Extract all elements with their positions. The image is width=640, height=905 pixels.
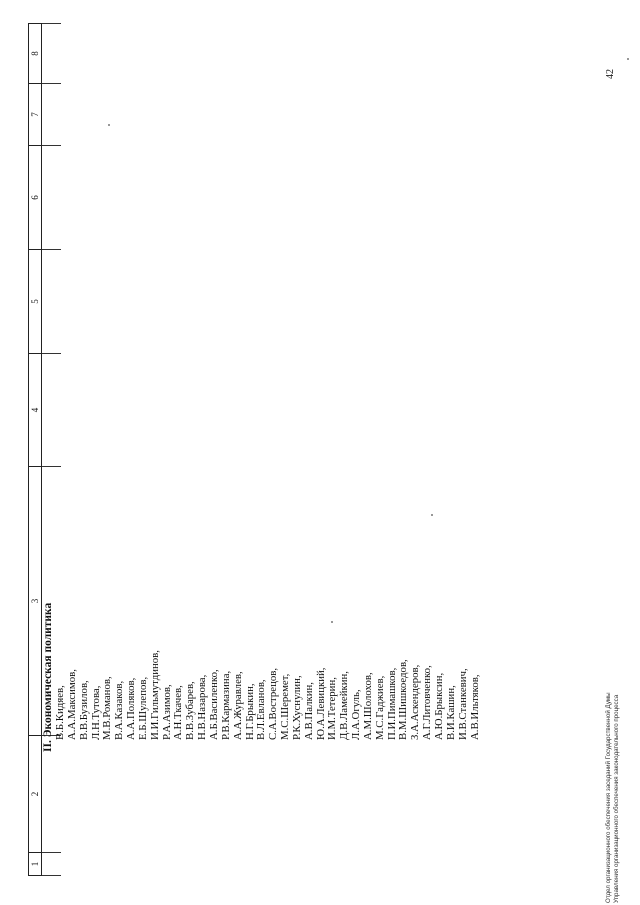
scan-speck	[108, 124, 110, 126]
name-row: А.Г.Литовченко,	[421, 665, 434, 740]
name-row: А.М.Шолохов,	[361, 672, 374, 740]
name-row: В.А.Казаков,	[113, 680, 126, 740]
name-row: А.Н.Ткачев,	[172, 685, 185, 740]
name-row: М.В.Романов,	[101, 676, 114, 740]
name-row: В.Б.Кидяев,	[54, 685, 66, 740]
column-divider	[42, 875, 61, 876]
name-row: А.В.Ильтяков,	[468, 674, 481, 740]
name-row: И.В.Станкевич,	[456, 668, 469, 740]
column-divider	[42, 145, 61, 146]
name-row: В.В.Бузилов,	[77, 680, 90, 740]
name-row: Ю.А.Левицкий,	[314, 667, 327, 740]
footer	[605, 692, 621, 903]
name-row: А.А.Поляков,	[125, 677, 138, 740]
name-row: Д.В.Ламейкин,	[338, 671, 351, 740]
table-content	[41, 380, 481, 752]
column-header-2: 2	[29, 735, 41, 852]
table-header-row	[28, 23, 42, 876]
column-header-1: 1	[29, 852, 41, 875]
column-divider	[42, 23, 61, 24]
scan-speck	[431, 514, 433, 516]
name-row: В.В.Зубарев,	[184, 681, 197, 740]
name-row: А.Б.Василенко,	[207, 669, 220, 740]
name-row: Н.В.Назарова,	[196, 674, 209, 740]
name-row: Н.Г.Брыкин,	[243, 683, 256, 740]
name-row: З.А.Аскендеров,	[409, 664, 422, 740]
name-row: В.И.Кашин,	[444, 685, 457, 740]
column-divider	[42, 353, 61, 354]
section-title: II. Экономическая политика	[42, 602, 54, 752]
name-row: А.Ю.Брыксин,	[433, 672, 445, 740]
column-header-6: 6	[29, 145, 41, 249]
footer-line-2: Управления организационного обеспечения законодательного процесса	[613, 694, 620, 903]
name-row: И.М.Тетерин,	[326, 677, 339, 740]
scan-speck	[331, 621, 333, 623]
name-row: Р.А.Азимов,	[160, 684, 173, 740]
column-divider	[42, 852, 61, 853]
column-header-8: 8	[30, 51, 40, 56]
name-row: М.С.Гаджиев,	[373, 675, 386, 740]
column-header-4: 4	[29, 353, 41, 466]
name-row: В.М.Шишкоедов,	[397, 659, 410, 740]
name-row: А.А.Журавлев,	[231, 671, 244, 740]
footer-line-1: Отдел организационного обеспечения заседаний Государственной Думы	[605, 692, 612, 903]
page-number: 42	[605, 69, 616, 79]
name-row: И.И.Гильмутдинов,	[148, 650, 161, 740]
column-header-5: 5	[29, 249, 41, 353]
column-divider	[42, 249, 61, 250]
name-row: Л.Н.Тутова,	[89, 685, 102, 740]
column-header-3: 3	[29, 466, 41, 735]
name-row: Р.В.Кармазина,	[219, 670, 232, 740]
name-row: В.Л.Евланов,	[255, 679, 268, 740]
names-list	[55, 380, 481, 740]
column-divider	[42, 83, 61, 84]
name-row: А.А.Максимов,	[65, 669, 78, 740]
column-header-7: 7	[29, 83, 41, 145]
name-row: А.В.Палкин,	[302, 682, 315, 740]
name-row: М.С.Шеремет,	[279, 673, 292, 740]
name-row: Е.Б.Шулепов,	[136, 676, 149, 740]
name-row: П.И.Пимашков,	[385, 667, 398, 740]
name-row: С.А.Вострецов,	[267, 667, 280, 740]
name-row: Р.К.Хуснулин,	[290, 675, 303, 740]
scan-speck	[627, 58, 629, 60]
name-row: Л.А.Огуль,	[350, 689, 363, 740]
